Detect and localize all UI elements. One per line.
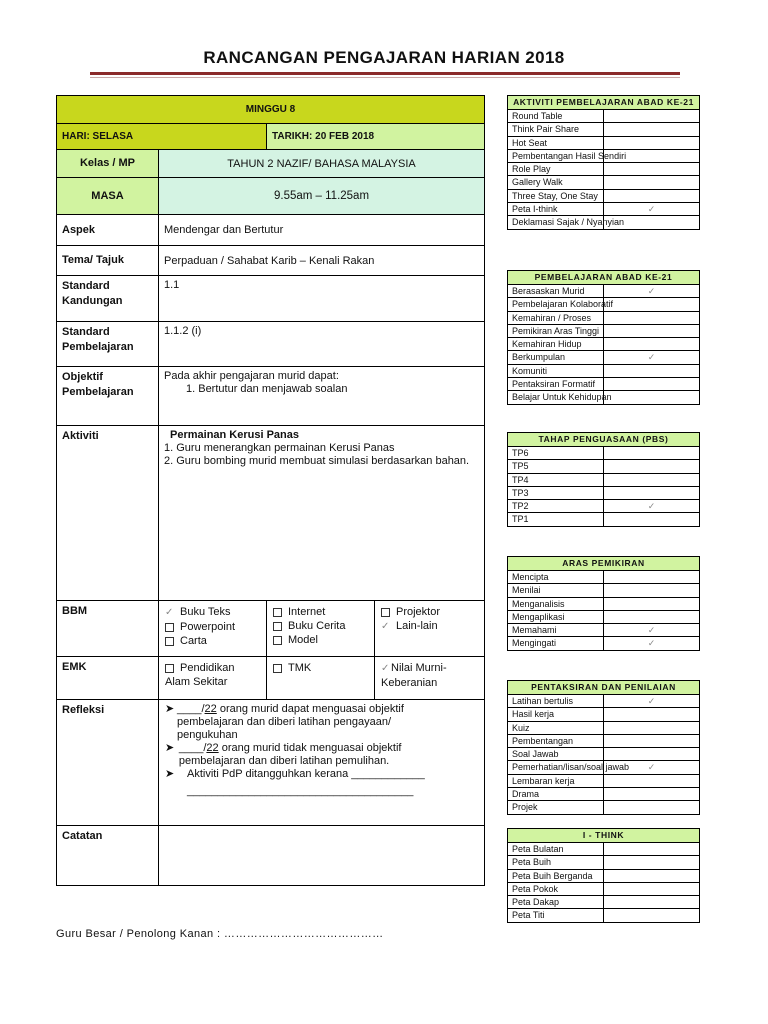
checkbox-cell[interactable] bbox=[604, 447, 700, 460]
bbm-option[interactable]: Carta bbox=[165, 634, 260, 648]
side-table-title: PENTAKSIRAN DAN PENILAIAN bbox=[508, 681, 700, 695]
objective-label: Objektif Pembelajaran bbox=[57, 367, 159, 426]
checklist-row bbox=[508, 624, 700, 637]
checklist-label: Peta Pokok bbox=[508, 882, 604, 895]
class-row bbox=[57, 150, 485, 178]
checklist-row bbox=[508, 695, 700, 708]
objective-row bbox=[57, 367, 485, 426]
theme-row bbox=[57, 246, 485, 276]
checklist-row bbox=[508, 216, 700, 229]
signature-line: Guru Besar / Penolong Kanan : …………………………………… bbox=[56, 928, 384, 940]
checkbox-cell[interactable] bbox=[604, 571, 700, 584]
checklist-label: TP5 bbox=[508, 460, 604, 473]
checkbox-cell[interactable] bbox=[604, 513, 700, 526]
checkbox-icon[interactable] bbox=[273, 664, 282, 673]
checkbox-cell[interactable] bbox=[604, 298, 700, 311]
checklist-row bbox=[508, 110, 700, 123]
checklist-label: Pemerhatian/lisan/soal jawab bbox=[508, 761, 604, 774]
checklist-label: Role Play bbox=[508, 163, 604, 176]
week-row bbox=[57, 96, 485, 124]
checklist-row bbox=[508, 486, 700, 499]
checklist-label: Hot Seat bbox=[508, 136, 604, 149]
side-table-title: PEMBELAJARAN ABAD KE-21 bbox=[508, 271, 700, 285]
checkbox-cell[interactable] bbox=[604, 311, 700, 324]
checkbox-cell[interactable] bbox=[604, 338, 700, 351]
day-date-row bbox=[57, 124, 485, 150]
bbm-label: BBM bbox=[57, 601, 159, 657]
checklist-label: Pembentangan bbox=[508, 734, 604, 747]
aspect-row bbox=[57, 215, 485, 246]
checklist-label: Peta Dakap bbox=[508, 896, 604, 909]
checkbox-cell[interactable] bbox=[604, 136, 700, 149]
aspect-label: Aspek bbox=[57, 215, 159, 246]
reflection-item-2: ➤ ____/22 orang murid tidak menguasai objektif pembelajaran dan diberi latihan pemulihan. bbox=[165, 742, 402, 767]
checkbox-cell[interactable] bbox=[604, 843, 700, 856]
reflection-row bbox=[57, 700, 485, 826]
emk-option[interactable] bbox=[375, 657, 485, 700]
checklist-row bbox=[508, 324, 700, 337]
checkbox-icon[interactable] bbox=[273, 622, 282, 631]
checkbox-cell[interactable] bbox=[604, 163, 700, 176]
checklist-row bbox=[508, 123, 700, 136]
title-divider-shadow bbox=[90, 77, 680, 78]
side-table-title: TAHAP PENGUASAAN (PBS) bbox=[508, 433, 700, 447]
checklist-row bbox=[508, 909, 700, 922]
week-label: MINGGU 8 bbox=[57, 96, 485, 124]
day-label: HARI: SELASA bbox=[57, 124, 267, 150]
checkbox-cell[interactable] bbox=[604, 721, 700, 734]
checklist-label: Projek bbox=[508, 801, 604, 814]
check-icon[interactable]: ✓ bbox=[604, 203, 700, 216]
emk-option[interactable] bbox=[159, 657, 267, 700]
checkbox-cell[interactable] bbox=[604, 788, 700, 801]
checklist-label: Pemikiran Aras Tinggi bbox=[508, 324, 604, 337]
emk-label: EMK bbox=[57, 657, 159, 700]
checklist-label: Deklamasi Sajak / Nyanyian bbox=[508, 216, 604, 229]
checkbox-cell[interactable] bbox=[604, 584, 700, 597]
checklist-label: Kemahiran / Proses bbox=[508, 311, 604, 324]
side-table-3 bbox=[507, 556, 700, 651]
reflection-item-1: ➤ ____/22 orang murid dapat menguasai objektif pembelajaran dan diberi latihan pengayaan/ pengukuhan bbox=[165, 703, 404, 741]
bbm-row bbox=[57, 601, 485, 657]
check-icon[interactable]: ✓ bbox=[604, 285, 700, 298]
check-icon[interactable]: ✓ bbox=[604, 761, 700, 774]
checklist-label: Kemahiran Hidup bbox=[508, 338, 604, 351]
reflection-item-3: ➤ Aktiviti PdP ditangguhkan kerana ____________ bbox=[165, 768, 425, 780]
checkbox-icon[interactable] bbox=[381, 608, 390, 617]
learning-standard-label: Standard Pembelajaran bbox=[57, 322, 159, 367]
checkbox-cell[interactable] bbox=[604, 324, 700, 337]
checklist-row bbox=[508, 788, 700, 801]
side-table-1 bbox=[507, 270, 700, 405]
objective-item: 1. Bertutur dan menjawab soalan bbox=[186, 383, 348, 395]
checkbox-icon[interactable] bbox=[273, 636, 282, 645]
emk-label-text: Nilai Murni- Keberanian bbox=[381, 662, 447, 689]
objective-value bbox=[159, 367, 485, 426]
check-icon: ✓ bbox=[381, 621, 390, 632]
content-standard-label: Standard Kandungan bbox=[57, 276, 159, 322]
checklist-row bbox=[508, 285, 700, 298]
time-label: MASA bbox=[57, 178, 159, 215]
checkbox-cell[interactable] bbox=[604, 734, 700, 747]
checklist-label: Menganalisis bbox=[508, 597, 604, 610]
check-icon[interactable]: ✓ bbox=[604, 624, 700, 637]
learning-standard-row bbox=[57, 322, 485, 367]
bbm-option[interactable]: Powerpoint bbox=[165, 620, 260, 634]
checklist-label: TP6 bbox=[508, 447, 604, 460]
checklist-label: Peta Titi bbox=[508, 909, 604, 922]
checkbox-cell[interactable] bbox=[604, 473, 700, 486]
checkbox-cell[interactable] bbox=[604, 391, 700, 404]
checkbox-cell[interactable] bbox=[604, 378, 700, 391]
checkbox-cell[interactable] bbox=[604, 856, 700, 869]
time-row bbox=[57, 178, 485, 215]
checkbox-icon[interactable] bbox=[165, 637, 174, 646]
checkbox-icon[interactable] bbox=[165, 623, 174, 632]
bbm-option[interactable]: Model bbox=[273, 633, 368, 647]
theme-value: Perpaduan / Sahabat Karib – Kenali Rakan bbox=[159, 246, 485, 276]
checklist-label: Drama bbox=[508, 788, 604, 801]
side-table-4 bbox=[507, 680, 700, 815]
checklist-row bbox=[508, 311, 700, 324]
checklist-label: Soal Jawab bbox=[508, 748, 604, 761]
checklist-row bbox=[508, 774, 700, 787]
check-icon[interactable]: ✓ bbox=[604, 351, 700, 364]
class-label: Kelas / MP bbox=[57, 150, 159, 178]
notes-label: Catatan bbox=[57, 826, 159, 886]
checkbox-cell[interactable] bbox=[604, 364, 700, 377]
side-table-title: I - THINK bbox=[508, 829, 700, 843]
checklist-label: Menilai bbox=[508, 584, 604, 597]
bbm-column-1 bbox=[159, 601, 267, 657]
time-value: 9.55am – 11.25am bbox=[159, 178, 485, 215]
checkbox-icon[interactable] bbox=[165, 664, 174, 673]
checklist-row bbox=[508, 447, 700, 460]
checklist-row bbox=[508, 351, 700, 364]
bbm-option[interactable]: Internet bbox=[273, 605, 368, 619]
checklist-row bbox=[508, 378, 700, 391]
checklist-row bbox=[508, 721, 700, 734]
checklist-label: Belajar Untuk Kehidupan bbox=[508, 391, 604, 404]
checklist-row bbox=[508, 637, 700, 650]
checkbox-cell[interactable] bbox=[604, 801, 700, 814]
checklist-row bbox=[508, 843, 700, 856]
activity-step-1: 1. Guru menerangkan permainan Kerusi Panas bbox=[164, 442, 395, 454]
checkbox-cell[interactable] bbox=[604, 748, 700, 761]
bbm-option[interactable]: Projektor bbox=[381, 605, 478, 619]
checklist-row bbox=[508, 869, 700, 882]
activity-row bbox=[57, 426, 485, 601]
checklist-label: Pembentangan Hasil Sendiri bbox=[508, 149, 604, 162]
side-table-5 bbox=[507, 828, 700, 923]
checklist-row bbox=[508, 734, 700, 747]
bbm-option[interactable]: Buku Cerita bbox=[273, 619, 368, 633]
checklist-row bbox=[508, 136, 700, 149]
aspect-value: Mendengar dan Bertutur bbox=[159, 215, 485, 246]
theme-label: Tema/ Tajuk bbox=[57, 246, 159, 276]
checklist-row bbox=[508, 761, 700, 774]
checklist-row bbox=[508, 149, 700, 162]
content-standard-value: 1.1 bbox=[159, 276, 485, 322]
checklist-label: Latihan bertulis bbox=[508, 695, 604, 708]
checklist-row bbox=[508, 176, 700, 189]
check-icon: ✓ bbox=[165, 607, 174, 618]
bbm-column-2 bbox=[267, 601, 375, 657]
checklist-label: Hasil kerja bbox=[508, 708, 604, 721]
page-title: RANCANGAN PENGAJARAN HARIAN 2018 bbox=[203, 48, 565, 67]
checklist-row bbox=[508, 610, 700, 623]
checklist-row bbox=[508, 338, 700, 351]
checkbox-cell[interactable] bbox=[604, 486, 700, 499]
checklist-label: Three Stay, One Stay bbox=[508, 189, 604, 202]
checkbox-cell[interactable] bbox=[604, 597, 700, 610]
side-table-2 bbox=[507, 432, 700, 527]
checklist-label: Berasaskan Murid bbox=[508, 285, 604, 298]
checklist-label: Berkumpulan bbox=[508, 351, 604, 364]
lesson-plan-table bbox=[56, 95, 485, 886]
checklist-row bbox=[508, 801, 700, 814]
checklist-label: Pembelajaran Kolaboratif bbox=[508, 298, 604, 311]
checklist-row bbox=[508, 882, 700, 895]
checklist-row bbox=[508, 708, 700, 721]
checklist-row bbox=[508, 513, 700, 526]
checklist-label: Peta Buih Berganda bbox=[508, 869, 604, 882]
checklist-row bbox=[508, 391, 700, 404]
emk-label-text: TMK bbox=[288, 662, 312, 674]
bbm-column-3 bbox=[375, 601, 485, 657]
learning-standard-value: 1.1.2 (i) bbox=[159, 322, 485, 367]
activity-value bbox=[159, 426, 485, 601]
checklist-row bbox=[508, 189, 700, 202]
checklist-label: TP4 bbox=[508, 473, 604, 486]
checklist-label: Mengingati bbox=[508, 637, 604, 650]
check-icon[interactable]: ✓ bbox=[604, 500, 700, 513]
bbm-option[interactable]: ✓ Buku Teks bbox=[165, 606, 231, 618]
emk-label-text: Pendidikan Alam Sekitar bbox=[165, 662, 235, 688]
checklist-row bbox=[508, 748, 700, 761]
checklist-label: TP2 bbox=[508, 500, 604, 513]
checklist-label: Memahami bbox=[508, 624, 604, 637]
checkbox-cell[interactable] bbox=[604, 610, 700, 623]
checkbox-cell[interactable] bbox=[604, 882, 700, 895]
checklist-row bbox=[508, 473, 700, 486]
activity-title: Permainan Kerusi Panas bbox=[170, 429, 300, 441]
side-table-0 bbox=[507, 95, 700, 230]
content-standard-row bbox=[57, 276, 485, 322]
checklist-label: Peta I-think bbox=[508, 203, 604, 216]
checklist-row bbox=[508, 584, 700, 597]
checklist-label: Komuniti bbox=[508, 364, 604, 377]
checklist-label: Lembaran kerja bbox=[508, 774, 604, 787]
checklist-row bbox=[508, 203, 700, 216]
notes-row bbox=[57, 826, 485, 886]
checklist-label: Kuiz bbox=[508, 721, 604, 734]
title-divider bbox=[90, 72, 680, 75]
checklist-row bbox=[508, 500, 700, 513]
side-table-title: ARAS PEMIKIRAN bbox=[508, 557, 700, 571]
activity-label: Aktiviti bbox=[57, 426, 159, 601]
checklist-row bbox=[508, 856, 700, 869]
class-value: TAHUN 2 NAZIF/ BAHASA MALAYSIA bbox=[159, 150, 485, 178]
checklist-row bbox=[508, 163, 700, 176]
checklist-label: Peta Bulatan bbox=[508, 843, 604, 856]
reflection-blank-line: _____________________________________ bbox=[187, 785, 414, 797]
checklist-label: Round Table bbox=[508, 110, 604, 123]
checklist-label: TP3 bbox=[508, 486, 604, 499]
checklist-row bbox=[508, 571, 700, 584]
activity-step-2: 2. Guru bombing murid membuat simulasi berdasarkan bahan. bbox=[164, 455, 470, 467]
checkbox-cell[interactable] bbox=[604, 896, 700, 909]
checklist-label: Pentaksiran Formatif bbox=[508, 378, 604, 391]
checkbox-icon[interactable] bbox=[273, 608, 282, 617]
date-label: TARIKH: 20 FEB 2018 bbox=[267, 124, 485, 150]
emk-option[interactable] bbox=[267, 657, 375, 700]
checkbox-cell[interactable] bbox=[604, 909, 700, 922]
check-icon: ✓ bbox=[381, 663, 390, 674]
checklist-row bbox=[508, 460, 700, 473]
side-table-title: AKTIVITI PEMBELAJARAN ABAD KE-21 bbox=[508, 96, 700, 110]
checkbox-cell[interactable] bbox=[604, 708, 700, 721]
checkbox-cell[interactable] bbox=[604, 869, 700, 882]
objective-intro: Pada akhir pengajaran murid dapat: bbox=[164, 370, 339, 382]
checkbox-cell[interactable] bbox=[604, 189, 700, 202]
checkbox-cell[interactable] bbox=[604, 774, 700, 787]
checklist-row bbox=[508, 597, 700, 610]
checkbox-cell[interactable] bbox=[604, 123, 700, 136]
checkbox-cell[interactable] bbox=[604, 110, 700, 123]
check-icon[interactable]: ✓ bbox=[604, 695, 700, 708]
checklist-label: Gallery Walk bbox=[508, 176, 604, 189]
check-icon[interactable]: ✓ bbox=[604, 637, 700, 650]
checkbox-cell[interactable] bbox=[604, 176, 700, 189]
checklist-label: Think Pair Share bbox=[508, 123, 604, 136]
checkbox-cell[interactable] bbox=[604, 460, 700, 473]
checklist-label: Peta Buih bbox=[508, 856, 604, 869]
notes-value[interactable] bbox=[159, 826, 485, 886]
checklist-row bbox=[508, 896, 700, 909]
checklist-label: TP1 bbox=[508, 513, 604, 526]
checklist-label: Mencipta bbox=[508, 571, 604, 584]
checklist-row bbox=[508, 364, 700, 377]
checklist-row bbox=[508, 298, 700, 311]
reflection-label: Refleksi bbox=[57, 700, 159, 826]
checklist-label: Mengaplikasi bbox=[508, 610, 604, 623]
emk-row bbox=[57, 657, 485, 700]
reflection-value bbox=[159, 700, 485, 826]
bbm-option[interactable]: ✓ Lain-lain bbox=[381, 620, 438, 632]
